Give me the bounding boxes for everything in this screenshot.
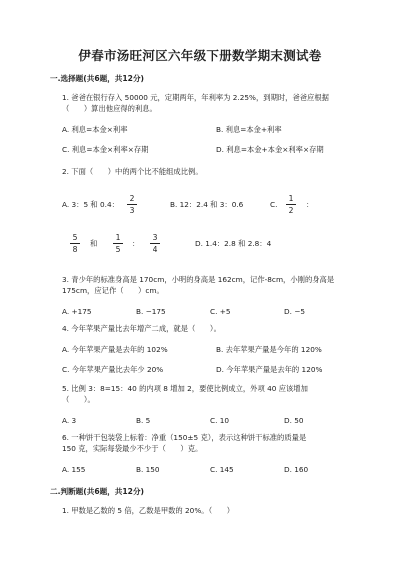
q6-option-c: C. 145 bbox=[210, 465, 234, 474]
q5-option-a: A. 3 bbox=[62, 416, 77, 425]
question-6-line-2: 150 克，实际每袋最少不少于（ ）克。 bbox=[62, 444, 203, 454]
judgement-1 bbox=[62, 505, 362, 516]
question-1 bbox=[62, 92, 362, 115]
q2-option-d: D. 1.4：2.8 和 2.8：4 bbox=[195, 239, 272, 248]
section-heading-judgement: 二.判断题(共6题，共12分) bbox=[50, 487, 145, 496]
q2-option-c-fraction-1 bbox=[286, 194, 296, 215]
section-heading-choice: 一.选择题(共6题，共12分) bbox=[50, 74, 145, 83]
q6-option-d: D. 160 bbox=[284, 465, 309, 474]
q3-option-b: B. −175 bbox=[136, 307, 166, 316]
fraction-denominator: 2 bbox=[288, 206, 294, 215]
q2-option-b: B. 12：2.4 和 3：0.6 bbox=[170, 200, 244, 209]
q5-option-c: C. 10 bbox=[210, 416, 230, 425]
question-5-line-1: 5. 比例 3：8=15：40 的内项 8 增加 2，要使比例成立，外项 40 应该增加 bbox=[62, 384, 308, 393]
q2-option-c-colon: ： bbox=[306, 200, 314, 209]
q4-option-c: C. 今年苹果产量比去年少 20% bbox=[62, 365, 164, 374]
question-4 bbox=[62, 323, 362, 334]
judgement-1-text: 1. 甲数是乙数的 5 倍，乙数是甲数的 20%。（ ） bbox=[62, 506, 235, 515]
q6-option-b: B. 150 bbox=[136, 465, 160, 474]
page-title: 伊春市汤旺河区六年级下册数学期末测试卷 bbox=[78, 48, 322, 63]
question-6 bbox=[62, 432, 362, 455]
fraction-bar bbox=[70, 243, 80, 244]
fraction-denominator: 5 bbox=[115, 245, 121, 254]
q2-option-c-fraction-4 bbox=[150, 233, 160, 254]
question-1-line-2: （ ）算出他应得的利息。 bbox=[62, 104, 157, 114]
q4-option-b: B. 去年苹果产量是今年的 120% bbox=[216, 345, 322, 354]
q2-option-a-text: A. 3：5 和 0.4： bbox=[62, 200, 119, 209]
fraction-denominator: 3 bbox=[129, 206, 135, 215]
question-3-line-2: 175cm，应记作（ ）cm。 bbox=[62, 286, 164, 296]
fraction-numerator: 1 bbox=[288, 194, 294, 203]
q3-option-a: A. +175 bbox=[62, 307, 92, 316]
q6-option-a: A. 155 bbox=[62, 465, 86, 474]
fraction-bar bbox=[127, 204, 137, 205]
fraction-numerator: 3 bbox=[152, 233, 158, 242]
q1-option-d: D. 利息=本金+本金×利率×存期 bbox=[216, 145, 324, 154]
fraction-numerator: 5 bbox=[72, 233, 78, 242]
fraction-denominator: 8 bbox=[72, 245, 78, 254]
question-3 bbox=[62, 274, 362, 297]
question-5-line-2: （ ）。 bbox=[62, 395, 95, 405]
question-4-line-1: 4. 今年苹果产量比去年增产二成，就是（ ）。 bbox=[62, 324, 221, 333]
q1-option-c: C. 利息=本金×利率×存期 bbox=[62, 145, 149, 154]
q4-option-d: D. 今年苹果产量是去年的 120% bbox=[216, 365, 323, 374]
q5-option-d: D. 50 bbox=[284, 416, 304, 425]
q1-option-b: B. 利息=本金+利率 bbox=[216, 125, 282, 134]
question-5 bbox=[62, 383, 362, 406]
q3-option-c: C. +5 bbox=[210, 307, 231, 316]
question-3-line-1: 3. 青少年的标准身高是 170cm，小明的身高是 162cm，记作-8cm，小刚的身高是 bbox=[62, 275, 335, 284]
q4-option-a: A. 今年苹果产量是去年的 102% bbox=[62, 345, 168, 354]
fraction-numerator: 1 bbox=[115, 233, 121, 242]
fraction-bar bbox=[286, 204, 296, 205]
fraction-bar bbox=[150, 243, 160, 244]
q2-option-c-and: 和 bbox=[90, 239, 98, 248]
q2-option-c-colon-2: ： bbox=[132, 239, 140, 248]
question-2 bbox=[62, 166, 362, 177]
question-6-line-1: 6. 一种饼干包装袋上标着：净重（150±5 克），表示这种饼干标准的质量是 bbox=[62, 433, 307, 442]
q2-option-c-text: C. bbox=[270, 200, 278, 209]
q2-option-a-fraction bbox=[127, 194, 137, 215]
q5-option-b: B. 5 bbox=[136, 416, 151, 425]
q2-option-c-fraction-2 bbox=[70, 233, 80, 254]
fraction-bar bbox=[113, 243, 123, 244]
question-1-line-1: 1. 爸爸在银行存入 50000 元，定期两年，年利率为 2.25%，到期时，爸爸应根据 bbox=[62, 93, 329, 102]
question-2-line-1: 2. 下面（ ）中的两个比不能组成比例。 bbox=[62, 167, 203, 176]
q2-option-c-fraction-3 bbox=[113, 233, 123, 254]
fraction-denominator: 4 bbox=[152, 245, 158, 254]
fraction-numerator: 2 bbox=[129, 194, 135, 203]
q3-option-d: D. −5 bbox=[284, 307, 306, 316]
q1-option-a: A. 利息=本金×利率 bbox=[62, 125, 128, 134]
